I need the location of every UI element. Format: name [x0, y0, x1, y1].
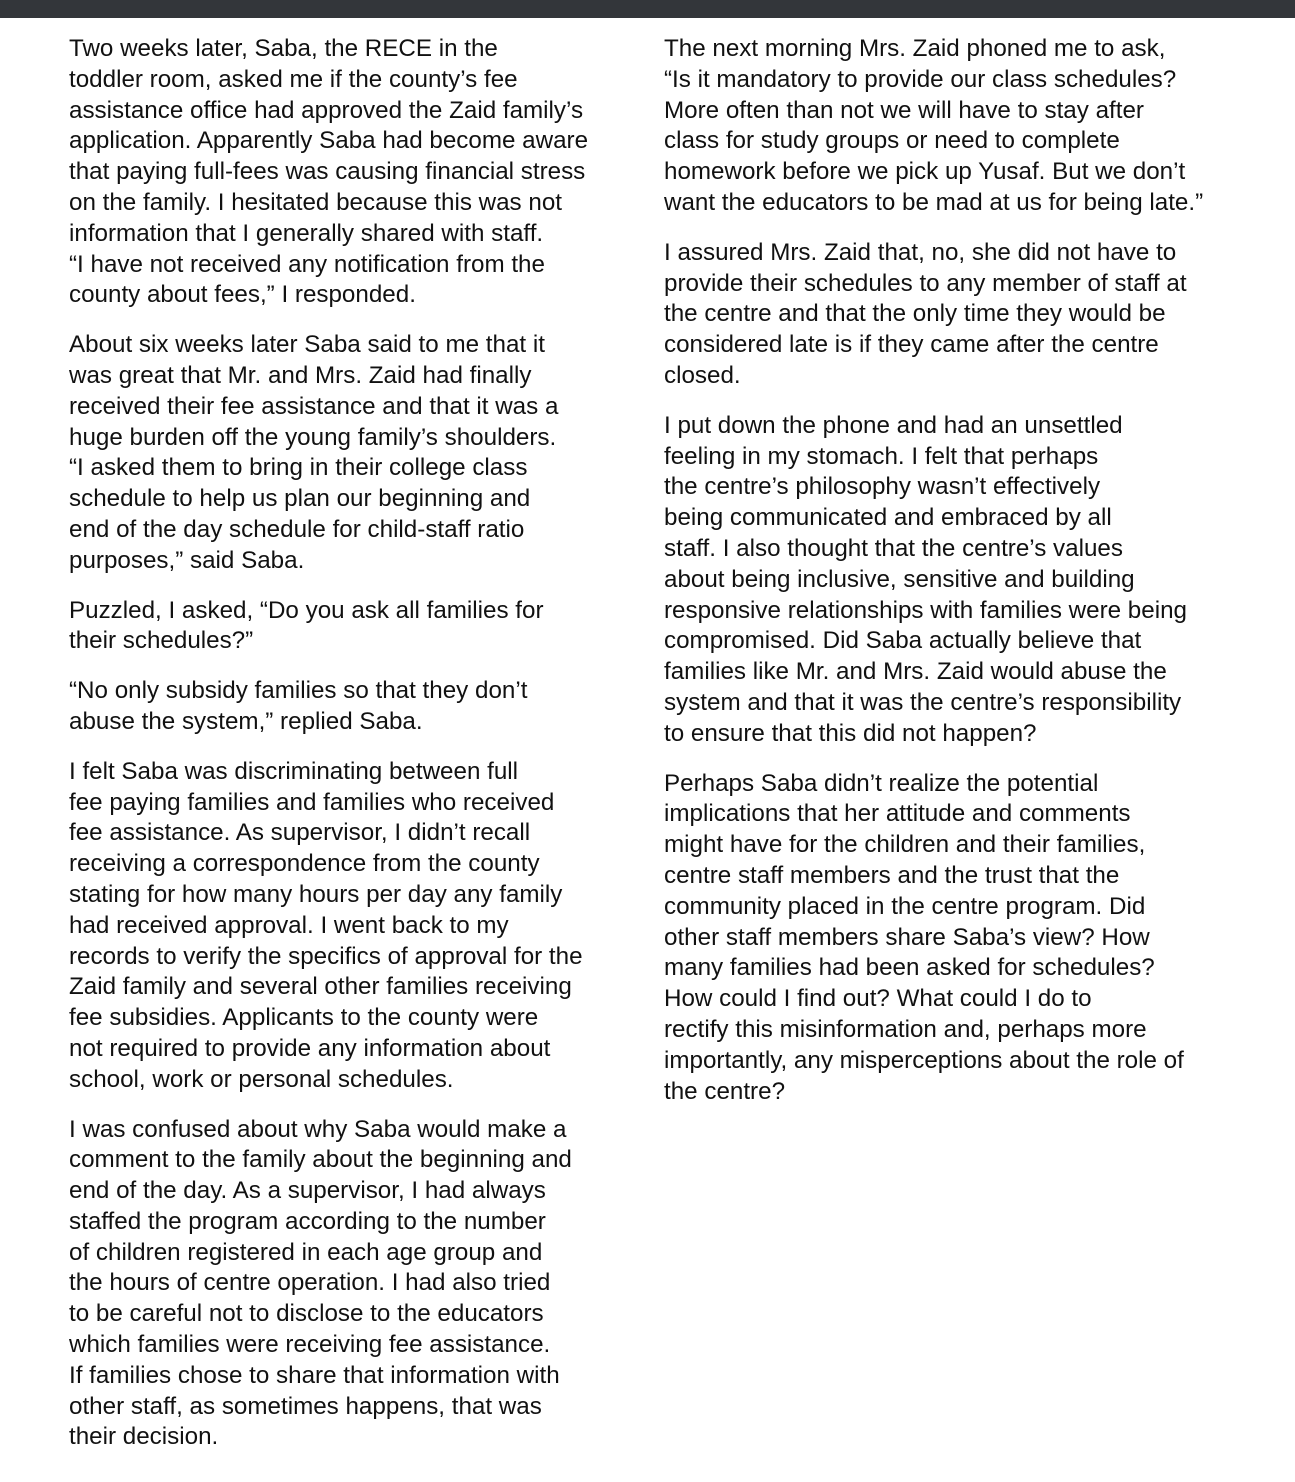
text-line: end of the day. As a supervisor, I had always	[69, 1177, 546, 1205]
text-line: of children registered in each age group and	[69, 1238, 543, 1266]
text-line: I assured Mrs. Zaid that, no, she did not have to	[664, 238, 1177, 266]
text-line: on the family. I hesitated because this was not	[69, 188, 562, 216]
text-line: class for study groups or need to complete	[664, 127, 1120, 155]
text-line: “No only subsidy families so that they don’t	[69, 677, 528, 705]
text-line: receiving a correspondence from the county	[69, 850, 540, 878]
text-line: had received approval. I went back to my	[69, 911, 509, 939]
text-line: their schedules?”	[69, 627, 254, 655]
paragraph	[664, 411, 1226, 750]
text-line: might have for the children and their families,	[664, 831, 1146, 859]
right-column	[664, 34, 1226, 1126]
text-line: that paying full-fees was causing financial stress	[69, 158, 586, 186]
text-line: Two weeks later, Saba, the RECE in the	[69, 35, 498, 62]
text-line: importantly, any misperceptions about the role of	[664, 1046, 1184, 1074]
text-line: other staff members share Saba’s view? How	[664, 923, 1150, 951]
text-line: responsive relationships with families were being	[664, 596, 1187, 624]
text-line: considered late is if they came after the centre	[664, 331, 1159, 359]
paragraph	[69, 676, 624, 738]
paragraph	[69, 757, 624, 1096]
text-line: being communicated and embraced by all	[664, 504, 1112, 532]
text-line: homework before we pick up Yusaf. But we don’t	[664, 158, 1186, 186]
text-line: feeling in my stomach. I felt that perhaps	[664, 442, 1099, 470]
text-line: the centre’s philosophy wasn’t effectively	[664, 473, 1101, 501]
text-line: staffed the program according to the number	[69, 1207, 546, 1235]
paragraph	[69, 330, 624, 576]
text-line: comment to the family about the beginning and	[69, 1146, 572, 1174]
text-line: purposes,” said Saba.	[69, 546, 305, 574]
text-line: Perhaps Saba didn’t realize the potential	[664, 769, 1099, 797]
text-line: received their fee assistance and that it was a	[69, 392, 559, 420]
text-line: Puzzled, I asked, “Do you ask all families for	[69, 596, 544, 624]
text-line: end of the day schedule for child-staff ratio	[69, 515, 525, 543]
text-line: Zaid family and several other families receiving	[69, 973, 572, 1001]
paragraph	[69, 1115, 624, 1454]
text-line: other staff, as sometimes happens, that was	[69, 1392, 542, 1420]
text-line: many families had been asked for schedules?	[664, 954, 1155, 982]
text-line: information that I generally shared with staff.	[69, 219, 544, 247]
text-line: implications that her attitude and comments	[664, 800, 1131, 828]
text-line: rectify this misinformation and, perhaps more	[664, 1015, 1147, 1043]
text-line: The next morning Mrs. Zaid phoned me to ask,	[664, 35, 1166, 62]
text-line: records to verify the specifics of approval for the	[69, 942, 583, 970]
left-column	[69, 34, 624, 1472]
text-line: want the educators to be mad at us for being late.”	[664, 188, 1204, 216]
text-line: fee subsidies. Applicants to the county were	[69, 1004, 539, 1032]
text-line: “I have not received any notification from the	[69, 250, 545, 278]
text-line: stating for how many hours per day any family	[69, 880, 563, 908]
text-line: assistance office had approved the Zaid family’s	[69, 96, 584, 124]
text-line: centre staff members and the trust that the	[664, 861, 1120, 889]
paragraph	[664, 769, 1226, 1108]
text-line: to be careful not to disclose to the educators	[69, 1300, 544, 1328]
text-line: their decision.	[69, 1423, 219, 1451]
paragraph	[69, 34, 624, 311]
text-line: which families were receiving fee assistance.	[69, 1331, 551, 1359]
text-line: If families chose to share that information with	[69, 1361, 560, 1389]
text-line: was great that Mr. and Mrs. Zaid had finally	[69, 361, 532, 389]
text-line: I put down the phone and had an unsettled	[664, 411, 1123, 439]
top-bar	[0, 0, 1295, 18]
text-line: to ensure that this did not happen?	[664, 719, 1037, 747]
text-line: about being inclusive, sensitive and building	[664, 565, 1135, 593]
text-line: “Is it mandatory to provide our class schedules?	[664, 65, 1177, 93]
text-line: staff. I also thought that the centre’s values	[664, 534, 1123, 562]
text-line: I felt Saba was discriminating between full	[69, 757, 519, 785]
text-line: I was confused about why Saba would make a	[69, 1115, 567, 1143]
text-line: fee assistance. As supervisor, I didn’t recall	[69, 819, 531, 847]
paragraph	[664, 34, 1226, 219]
text-line: families like Mr. and Mrs. Zaid would abuse the	[664, 658, 1167, 686]
text-line: the hours of centre operation. I had also tried	[69, 1269, 551, 1297]
text-line: abuse the system,” replied Saba.	[69, 707, 423, 735]
text-line: “I asked them to bring in their college class	[69, 454, 528, 482]
text-line: the centre and that the only time they would be	[664, 300, 1166, 328]
text-line: not required to provide any information about	[69, 1034, 551, 1062]
text-line: About six weeks later Saba said to me that it	[69, 331, 545, 359]
text-line: huge burden off the young family’s shoulders.	[69, 423, 557, 451]
text-line: More often than not we will have to stay after	[664, 96, 1144, 124]
text-line: compromised. Did Saba actually believe that	[664, 627, 1142, 655]
text-line: county about fees,” I responded.	[69, 281, 416, 309]
text-line: school, work or personal schedules.	[69, 1065, 454, 1093]
text-line: toddler room, asked me if the county’s fee	[69, 65, 518, 93]
text-line: application. Apparently Saba had become aware	[69, 127, 589, 155]
text-line: fee paying families and families who received	[69, 788, 555, 816]
text-line: system and that it was the centre’s responsibility	[664, 688, 1182, 716]
paragraph	[69, 596, 624, 658]
text-line: provide their schedules to any member of staff at	[664, 269, 1187, 297]
text-line: the centre?	[664, 1077, 786, 1105]
paragraph	[664, 238, 1226, 392]
text-line: community placed in the centre program. Did	[664, 892, 1146, 920]
text-line: closed.	[664, 361, 741, 389]
text-line: schedule to help us plan our beginning and	[69, 485, 531, 513]
text-line: How could I find out? What could I do to	[664, 985, 1092, 1013]
